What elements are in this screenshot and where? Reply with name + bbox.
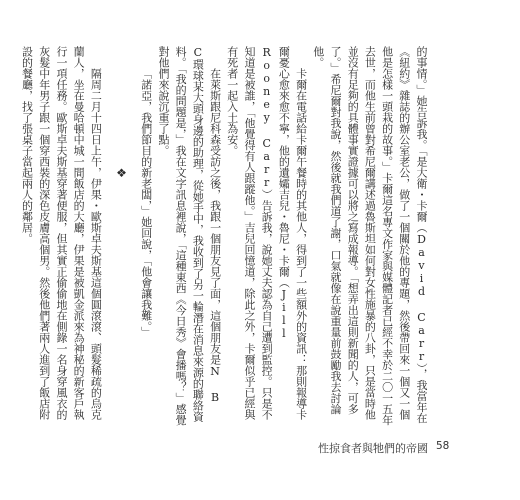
page-number: 58 [436, 440, 450, 452]
book-title: 性掠食者與牠們的帝國 [318, 442, 428, 455]
paragraph-5: 隔周二月十四日上午，伊果・歐斯卓夫斯基這個圓滾滾、頭髮稀疏的烏克蘭人，坐在曼哈頓中城一間飯店的大廳，伊果是被凱金派來為神秘的新客戶執行一項任務。歐斯卓夫斯基穿著便服，但其實正偷偷地在側錄一名身穿風衣的灰髮中年男子跟一個穿西裝的深色皮膚高個男。然後他們著兩人進到了飯店附設的餐廳，找了張桌子當起兩人的鄰居。 [20, 46, 103, 420]
body-text [20, 46, 430, 428]
paragraph-4: 「諾亞，我們節目的新老闆，」她回說，「他會讓我難。」 [139, 68, 153, 338]
page-footer [318, 440, 449, 456]
paragraph-1: 的事情。」她告訴我。「是大衛・卡爾（David Carr），我當年在《紐約》雜誌的辦公室老公，做了一個關於他的專題，然後帶回來一個又一個他是怎樣一頭栽的故事。」卡爾這名專文作家與媒體記者已經不幸於二〇一五年去世，而他生前曾對希尼爾講述過魯斯坦如何對女性施暴的八卦，只是當時他並沒有足夠的具體事實證據可以將之寫成報導。「想弄出這則新聞的人，可多了。」希尼爾對我說，然後就我們道了謝，口氣就像在說重量前鼓勵我去討論他。 [311, 46, 428, 426]
section-separator: ❖ [114, 166, 129, 180]
paragraph-2: 卡爾在電話給卡爾午餐時的其他人，得到了一些額外的資訊：那則報導卡爾憂心愈來愈不寧，他的遺孀吉兒・魯尼・卡爾（Jill Rooney Carr）告訴我，說她丈夫認為自己遭到監控。只是不知道是被誰，「他覺得有人跟蹤他。」吉兒回憶道，除此之外，卡爾似乎已經與有死者一起入土為安。 [225, 46, 308, 420]
paragraph-3: 在萊斯跟尼科森受訪之後，我跟一個朋友見了面，這個朋友是N B C環球某大頭身邊的助理，從她手中，我收到了另一輪潛在消息來源的聯絡資料。「我的問題是，」我在文字訊息裡說，「這種東西《今日秀》會播嗎？」感覺對他們來說沉重了點。 [156, 46, 222, 426]
